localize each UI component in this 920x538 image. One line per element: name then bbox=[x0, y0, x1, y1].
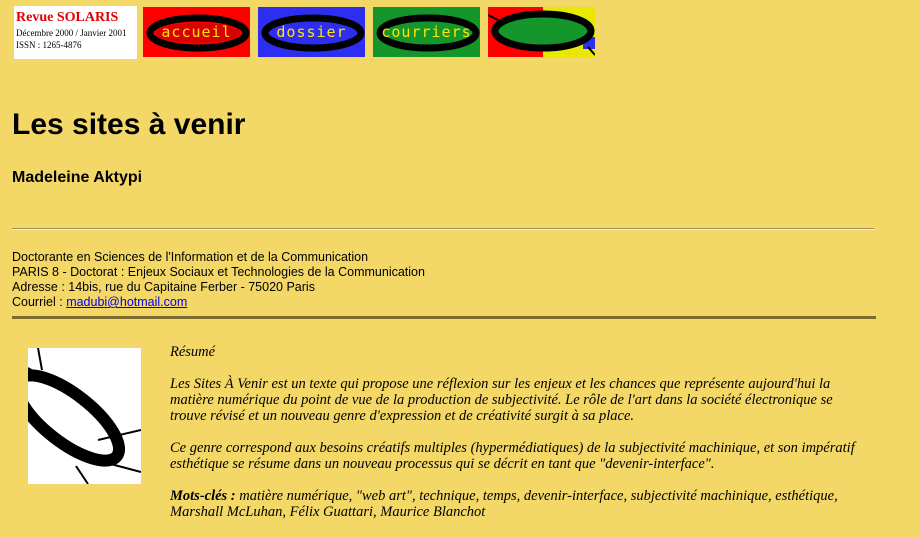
author-info bbox=[12, 250, 425, 310]
article-illustration bbox=[28, 348, 141, 484]
nav-button-accueil[interactable] bbox=[143, 7, 250, 57]
info-line: PARIS 8 - Doctorat : Enjeux Sociaux et Technologies de la Communication bbox=[12, 265, 425, 279]
solaris-eye-logo-icon bbox=[28, 348, 141, 484]
nav-label: courriers bbox=[381, 23, 472, 41]
nav-button-courriers[interactable] bbox=[373, 7, 480, 57]
email-label: Courriel : bbox=[12, 295, 67, 309]
keywords-text: matière numérique, "web art", technique, temps, devenir-interface, subjectivité machinique, esthétique, Marshall McLuhan, Félix Guattari, Maurice Blanchot bbox=[170, 488, 838, 520]
author-name: Madeleine Aktypi bbox=[12, 169, 143, 186]
info-line: Adresse : 14bis, rue du Capitaine Ferber - 75020 Paris bbox=[12, 280, 315, 294]
solaris-logo[interactable] bbox=[14, 6, 137, 59]
page-title: Les sites à venir bbox=[12, 108, 246, 141]
nav-button-graphic[interactable] bbox=[488, 7, 595, 57]
email-link[interactable]: madubi@hotmail.com bbox=[66, 295, 188, 309]
nav-label: dossier bbox=[276, 23, 347, 41]
logo-title: Revue SOLARIS bbox=[16, 10, 119, 25]
divider-thick bbox=[12, 316, 876, 319]
nav-label: accueil bbox=[161, 23, 232, 41]
info-email-line bbox=[12, 295, 425, 310]
info-line: Doctorante en Sciences de l'Information et de la Communication bbox=[12, 250, 369, 264]
eye-graphic-icon bbox=[488, 7, 595, 57]
abstract-heading: Résumé bbox=[170, 344, 216, 360]
logo-issn: ISSN : 1265-4876 bbox=[16, 40, 82, 50]
keywords bbox=[170, 488, 870, 520]
abstract-paragraph: Les Sites À Venir est un texte qui propose une réflexion sur les enjeux et les chances que représente aujourd'hui la matière numérique du point de vue de la production de subjectivité. Le rôle de l'art dans la société électronique se trouve révisé et un nouveau genre d'expression et de créativité surgit à sa place. bbox=[170, 376, 833, 424]
keywords-label: Mots-clés : bbox=[170, 488, 236, 504]
divider bbox=[12, 228, 874, 230]
logo-date: Décembre 2000 / Janvier 2001 bbox=[16, 28, 127, 38]
abstract bbox=[170, 344, 870, 536]
nav-button-dossier[interactable] bbox=[258, 7, 365, 57]
abstract-paragraph: Ce genre correspond aux besoins créatifs multiples (hypermédiatiques) de la subjectivité machinique, et son impératif esthétique se résume dans un nouveau processus qui se décrit en tant que "devenir-interface". bbox=[170, 440, 855, 472]
